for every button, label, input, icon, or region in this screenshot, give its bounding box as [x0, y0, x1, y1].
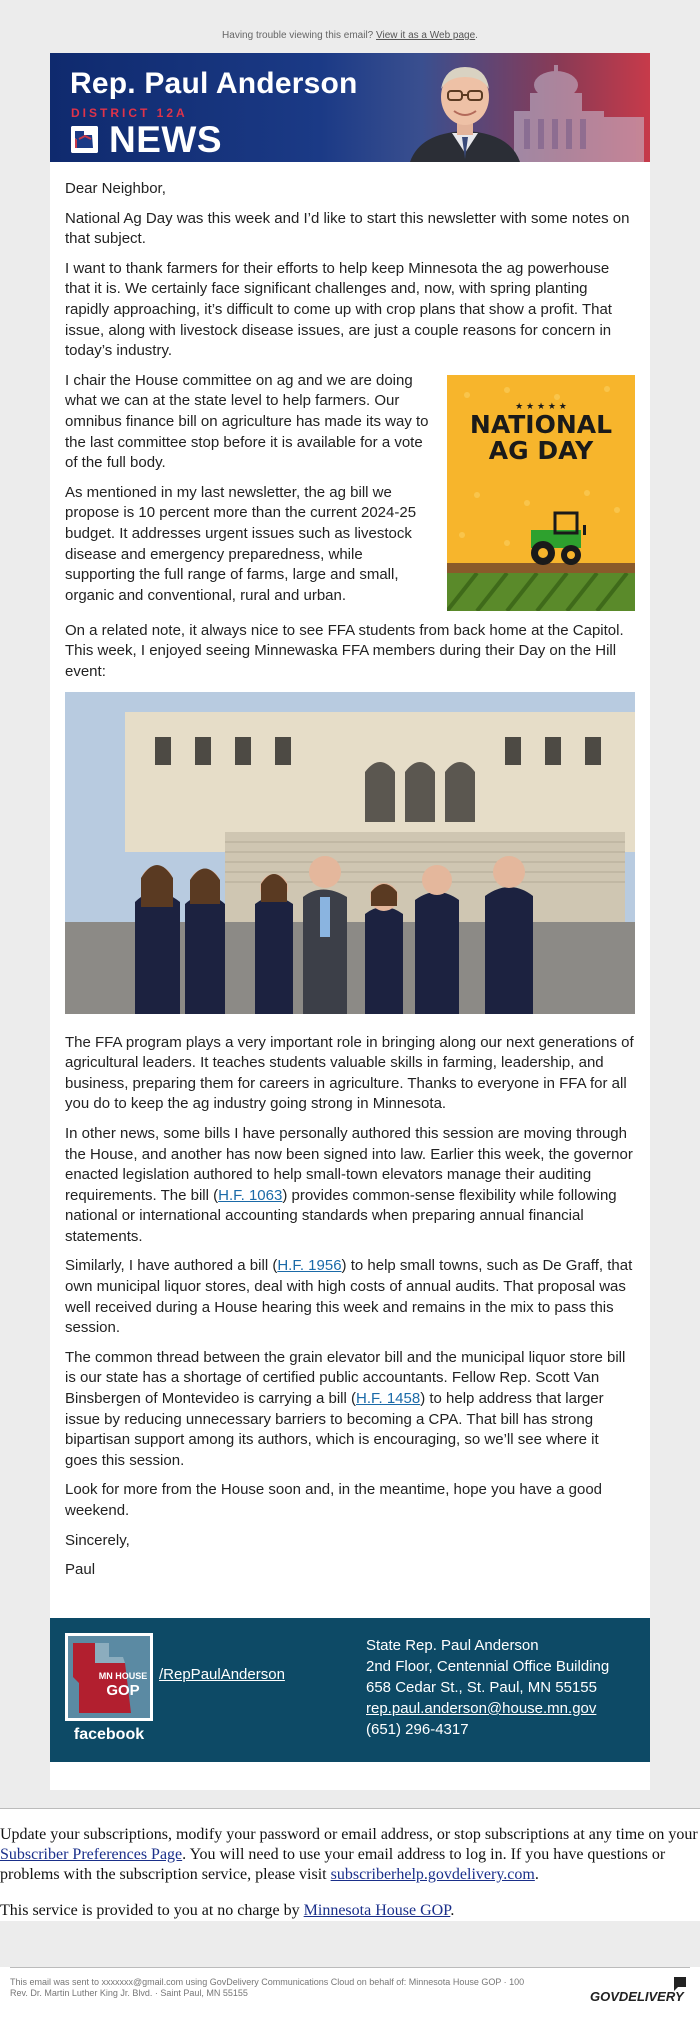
facebook-handle-link[interactable]: /RepPaulAnderson [159, 1665, 285, 1683]
office-address [366, 1635, 609, 1740]
paragraph-7-b: ) provides common-sense flexibility while following national or international accounting standards when preparing annual financial statements. [65, 1186, 617, 1245]
subscription-info [0, 1809, 700, 1921]
agday-line2: AG DAY [488, 435, 594, 465]
paragraph-5: On a related note, it always nice to see FFA students from back home at the Capitol. This week, I enjoyed seeing Minnewaska FFA members during their Day on the Hill event: [65, 621, 624, 680]
logo-text-1: MN HOUSE [98, 1670, 148, 1681]
legal-line-2: Rev. Dr. Martin Luther King Jr. Blvd. · Saint Paul, MN 55155 [10, 1987, 248, 1998]
newsletter-banner [50, 53, 650, 162]
subs-text-a: Update your subscriptions, modify your password or email address, or stop subscriptions at any time on your [0, 1825, 698, 1843]
signature: Paul [65, 1561, 96, 1579]
legal-text [10, 1977, 590, 1999]
paragraph-7-a: In other news, some bills I have personally authored this session are moving through the House, and another has now been signed into law. Earlier this week, the governor enacted legislation authored to help small-town elevators manage their auditing requirements. The bill ( [65, 1124, 633, 1204]
email-link[interactable]: rep.paul.anderson@house.mn.gov [366, 1699, 597, 1717]
paragraph-9-a: The common thread between the grain elevator bill and the municipal liquor store bill is our state has a shortage of certified public accountants. Fellow Rep. Scott Van Binsbergen of Montevideo is carrying a bill ( [65, 1348, 626, 1408]
phone-number: (651) 296-4317 [366, 1720, 469, 1738]
service-text-a: This service is provided to you at no charge by [0, 1901, 304, 1919]
paragraph-8 [65, 1256, 635, 1338]
address-line: 658 Cedar St., St. Paul, MN 55155 [366, 1678, 597, 1696]
paragraph-7 [65, 1124, 635, 1248]
contact-block [50, 1618, 650, 1762]
rep-portrait [390, 53, 540, 162]
paragraph-6: The FFA program plays a very important role in bringing along our next generations of agricultural leaders. It teaches students valuable skills in farming, leadership, and business, preparing them for careers in agriculture. Thanks to everyone in FFA for all you do to keep the ag industry going strong in Minnesota. [65, 1033, 634, 1113]
view-as-webpage-link[interactable]: View it as a Web page [376, 30, 476, 41]
paragraph-8-a: Similarly, I have authored a bill ( [65, 1257, 278, 1275]
mn-house-gop-facebook-logo[interactable] [65, 1633, 153, 1743]
subscriber-help-link[interactable]: subscriberhelp.govdelivery.com [330, 1865, 535, 1883]
legal-divider [10, 1967, 690, 1968]
banner-title: Rep. Paul Anderson [70, 67, 358, 100]
banner-district: DISTRICT 12A [71, 106, 188, 120]
paragraph-10: Look for more from the House soon and, in the meantime, hope you have a good weekend. [65, 1481, 602, 1519]
paragraph-9-b: ) to help address that larger issue by reducing unnecessary barriers to becoming a CPA. That bill has strong bipartisan support among its authors, which is encouraging, so we’ll see where it goes this session. [65, 1390, 604, 1469]
service-text-b: . [450, 1901, 455, 1919]
top-notice-suffix: . [475, 30, 478, 41]
logo-text-2: GOP [106, 1681, 140, 1699]
paragraph-3: I chair the House committee on ag and we are doing what we can at the state level to help farmers. Our omnibus finance bill on agriculture has made its way to the last committee stop before it is available for a vote of the full body. [65, 371, 429, 472]
newsletter-container [50, 53, 650, 1790]
top-notice [0, 0, 700, 53]
address-line: 2nd Floor, Centennial Office Building [366, 1657, 610, 1675]
paragraph-4: As mentioned in my last newsletter, the ag bill we propose is 10 percent more than the current 2024-25 budget. It addresses urgent issues such as livestock disease and emergency preparedness, while supporting the full range of farms, large and small, organic and conventional, rural and urban. [65, 483, 417, 604]
ffa-students-capitol-photo [65, 692, 635, 1014]
letter-body [50, 162, 650, 1600]
subs-text-b: . You will need to use your email address to log in. If you have questions or problems with the subscription service, please visit [0, 1845, 666, 1883]
agday-stars: ★ ★ ★ ★ ★ [515, 401, 567, 412]
agday-line1: NATIONAL [469, 409, 613, 439]
legal-footer [0, 1967, 700, 2017]
subscriber-preferences-link[interactable]: Subscriber Preferences Page [0, 1845, 183, 1863]
govdelivery-wordmark: GOVDELIVERY [590, 1988, 684, 2004]
subs-text-c: . [534, 1865, 539, 1883]
greeting: Dear Neighbor, [65, 180, 166, 197]
mn-house-logo-icon [71, 126, 98, 153]
hf-1458-link[interactable]: H.F. 1458 [355, 1390, 421, 1408]
minnesota-house-gop-link[interactable]: Minnesota House GOP [303, 1901, 451, 1919]
national-ag-day-graphic [447, 375, 635, 611]
paragraph-2: I want to thank farmers for their efforts to help keep Minnesota the ag powerhouse that it is. We certainly face significant challenges and, now, with spring planting rapidly approaching, it’s difficult to come up with crop plans that show a profit. That issue, along with livestock disease issues, are just a couple reasons for concern in today’s industry. [65, 259, 612, 360]
govdelivery-logo[interactable] [590, 1975, 690, 2005]
top-notice-text: Having trouble viewing this email? [222, 30, 374, 41]
paragraph-1: National Ag Day was this week and I’d like to start this newsletter with some notes on that subject. [65, 209, 630, 248]
service-paragraph [0, 1901, 700, 1921]
hf-1956-link[interactable]: H.F. 1956 [277, 1257, 342, 1275]
paragraph-9 [65, 1348, 635, 1472]
subscription-paragraph [0, 1825, 700, 1885]
address-line: State Rep. Paul Anderson [366, 1636, 539, 1654]
hf-1063-link[interactable]: H.F. 1063 [218, 1186, 283, 1204]
banner-news: NEWS [109, 119, 222, 160]
closing: Sincerely, [65, 1531, 130, 1549]
legal-line-1: This email was sent to xxxxxxx@gmail.com using GovDelivery Communications Cloud on behalf of: Minnesota House GOP · 100 [10, 1976, 525, 1987]
paragraph-8-b: ) to help small towns, such as De Graff, that own municipal liquor stores, deal with high costs of annual audits. That proposal was well received during a House hearing this week and remains in the mix to pass this session. [65, 1257, 633, 1337]
facebook-wordmark: facebook [73, 1725, 145, 1743]
